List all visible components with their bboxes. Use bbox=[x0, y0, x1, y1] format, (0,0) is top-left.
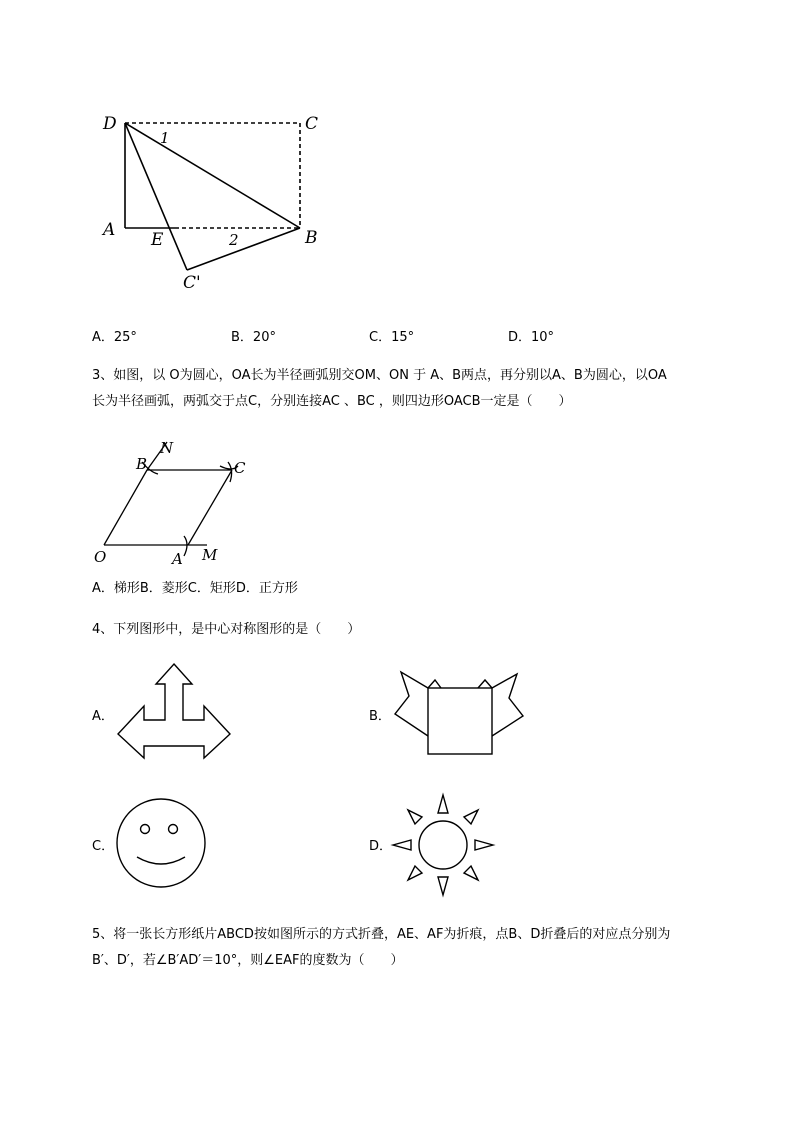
q3-label-a: A bbox=[172, 550, 183, 568]
q5-stem-line1: 5、将一张长方形纸片ABCD按如图所示的方式折叠，AE、AF为折痕，点B、D折叠后的对应点分别为 bbox=[92, 927, 671, 942]
q4-option-b-label: B． bbox=[369, 709, 391, 724]
q2-label-e: E bbox=[151, 230, 164, 250]
q3-label-b: B bbox=[136, 455, 148, 473]
q2-label-d: D bbox=[103, 114, 117, 134]
q2-label-c: C bbox=[305, 114, 319, 134]
q4-option-b-figure bbox=[391, 670, 527, 756]
q3-label-c: C bbox=[234, 459, 246, 477]
q4-option-d-figure bbox=[391, 793, 495, 897]
q2-option-a: A．25° bbox=[92, 330, 137, 345]
q4-stem: 4、下列图形中，是中心对称图形的是（ ） bbox=[92, 622, 361, 637]
q4-option-a-label: A． bbox=[92, 709, 114, 724]
q3-options: A．梯形B．菱形C．矩形D．正方形 bbox=[92, 581, 298, 596]
q2-angle-1: 1 bbox=[160, 129, 170, 147]
q4-option-c-figure bbox=[115, 797, 207, 889]
q4-option-a-figure bbox=[116, 662, 232, 760]
q2-label-b: B bbox=[305, 228, 318, 248]
q3-stem-line2: 长为半径画弧，两弧交于点C，分别连接AC 、BC ，则四边形OACB一定是（ ） bbox=[92, 394, 572, 409]
q4-option-c-label: C． bbox=[92, 839, 115, 854]
q2-option-d: D．10° bbox=[508, 330, 555, 345]
q2-label-cprime: C' bbox=[183, 273, 201, 293]
q3-label-m: M bbox=[202, 546, 218, 564]
q2-option-c: C．15° bbox=[369, 330, 415, 345]
q2-label-a: A bbox=[103, 220, 116, 240]
q5-stem-line2: B′、D′，若∠B′AD′＝10°，则∠EAF的度数为（ ） bbox=[92, 953, 404, 968]
q2-figure bbox=[95, 105, 335, 305]
q3-stem-line1: 3、如图，以 O为圆心，OA长为半径画弧别交OM、ON 于 A、B两点，再分别以A、B为圆心，以OA bbox=[92, 368, 667, 383]
q4-option-d-label: D． bbox=[369, 839, 393, 854]
q3-figure bbox=[92, 440, 262, 570]
q2-angle-2: 2 bbox=[229, 231, 239, 249]
q2-option-b: B．20° bbox=[231, 330, 276, 345]
q3-label-o: O bbox=[94, 548, 107, 566]
q3-label-n: N bbox=[160, 439, 174, 457]
